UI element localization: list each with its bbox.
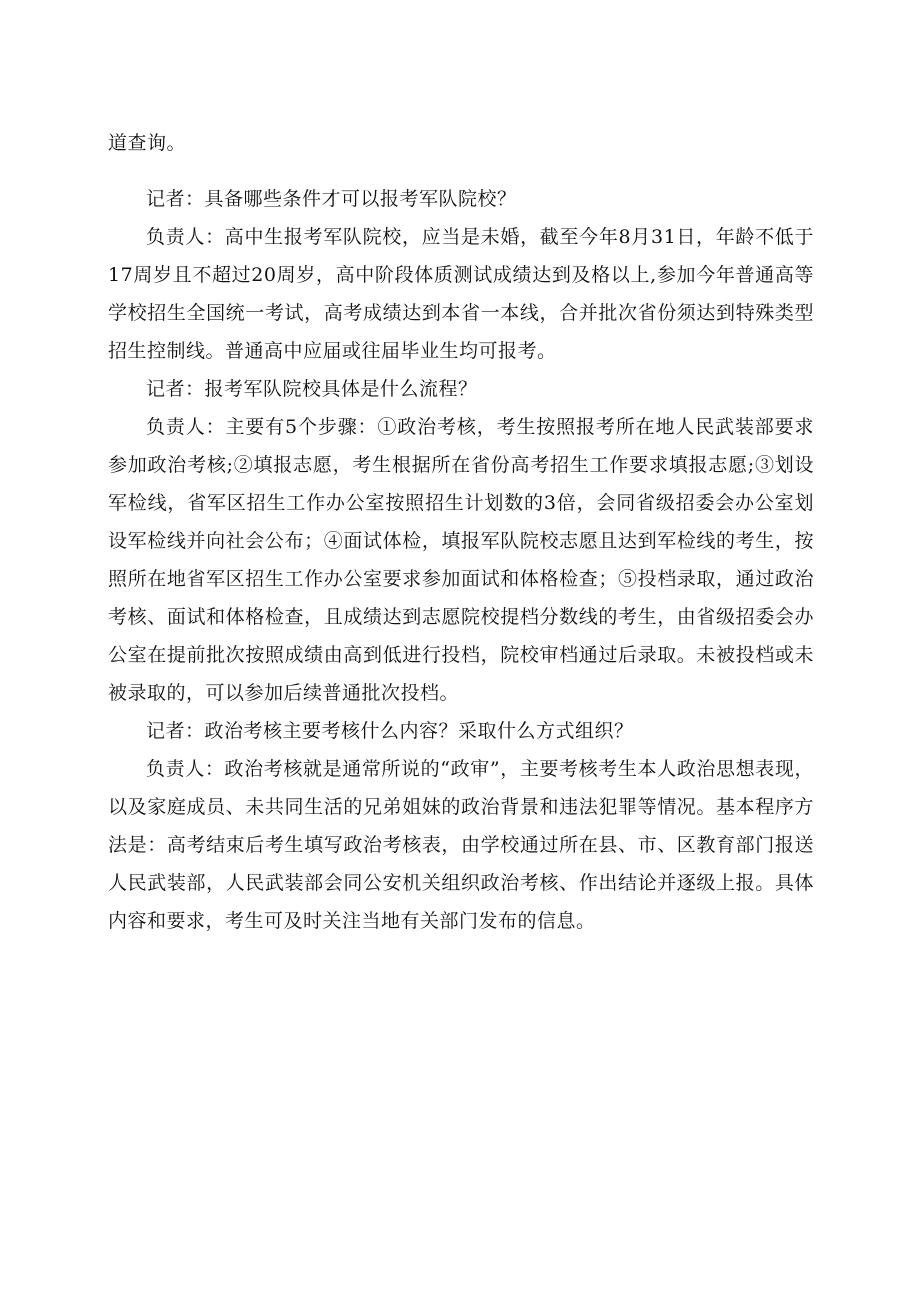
paragraph-answer-2: 负责人：主要有5个步骤：①政治考核，考生按照报考所在地人民武装部要求参加政治考核;②填报志愿，考生根据所在省份高考招生工作要求填报志愿;③划设军检线，省军区招生工作办公室按照招生计划数的3倍，会同省级招委会办公室划设军检线并向社会公布；④面试体检，填报军队院校志愿且达到军检线的考生，按照所在地省军区招生工作办公室要求参加面试和体格检查；⑤投档录取，通过政治考核、面试和体格检查，且成绩达到志愿院校提档分数线的考生，由省级招委会办公室在提前批次按照成绩由高到低进行投档，院校审档通过后录取。未被投档或未被录取的，可以参加后续普通批次投档。	[108, 416, 814, 704]
paragraph-question-3: 记者：政治考核主要考核什么内容？采取什么方式组织？	[146, 720, 634, 742]
paragraph-question-2: 记者：报考军队院校具体是什么流程？	[146, 378, 478, 400]
paragraph-answer-3: 负责人：政治考核就是通常所说的“政审”，主要考核考生本人政治思想表现，以及家庭成员、未共同生活的兄弟姐妹的政治背景和违法犯罪等情况。基本程序方法是：高考结束后考生填写政治考核表，由学校通过所在县、市、区教育部门报送人民武装部，人民武装部会同公安机关组织政治考核、作出结论并逐级上报。具体内容和要求，考生可及时关注当地有关部门发布的信息。	[108, 758, 814, 932]
paragraph-question-1: 记者：具备哪些条件才可以报考军队院校？	[146, 188, 517, 210]
document-body	[108, 124, 814, 940]
paragraph-gap	[108, 162, 814, 180]
paragraph-answer-1: 负责人：高中生报考军队院校，应当是未婚，截至今年8月31日，年龄不低于17周岁且不超过20周岁，高中阶段体质测试成绩达到及格以上,参加今年普通高等学校招生全国统一考试，高考成绩达到本省一本线，合并批次省份须达到特殊类型招生控制线。普通高中应届或往届毕业生均可报考。	[108, 226, 814, 362]
paragraph-continuation: 道查询。	[108, 132, 187, 154]
